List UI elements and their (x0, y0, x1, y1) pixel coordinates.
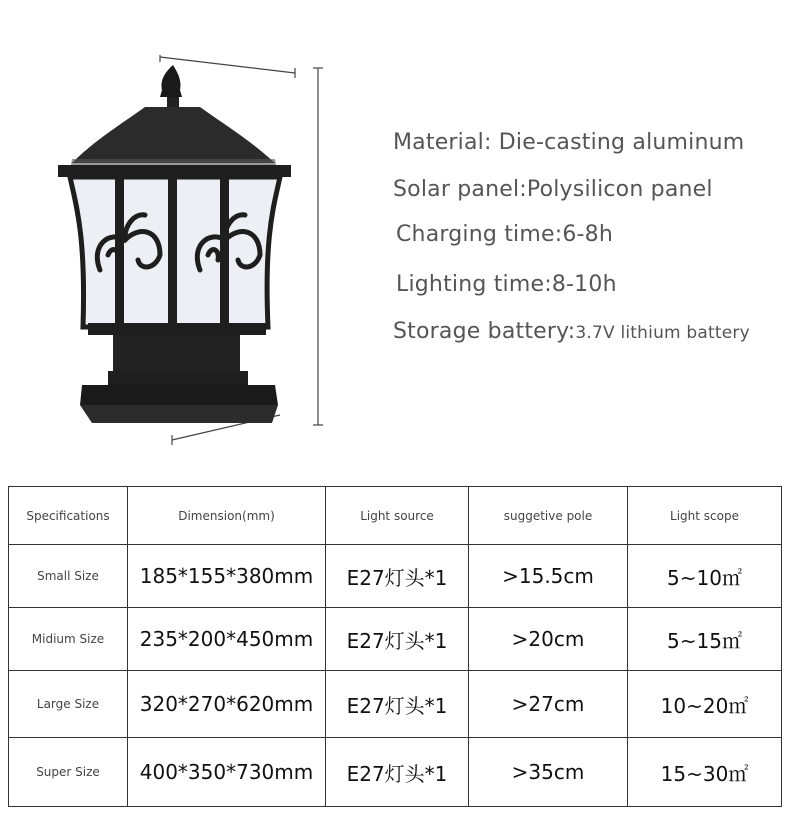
scope-cell: 10~20㎡ (628, 671, 782, 738)
light-source-cell: E27灯头*1 (326, 671, 469, 738)
spec-material (393, 130, 744, 155)
size-spec-table (8, 486, 782, 807)
pole-cell: >20cm (469, 608, 628, 671)
size-name-cell: Midium Size (9, 608, 128, 671)
table-row (9, 671, 782, 738)
size-name-cell: Small Size (9, 545, 128, 608)
table-header: Dimension(mm) (128, 487, 326, 545)
spec-label: Lighting time: (396, 272, 552, 297)
table-header: Light source (326, 487, 469, 545)
pole-cell: >15.5cm (469, 545, 628, 608)
spec-solar-panel (393, 177, 713, 202)
spec-label: Material: (393, 130, 499, 155)
pole-cell: >27cm (469, 671, 628, 738)
dimension-cell: 185*155*380mm (128, 545, 326, 608)
spec-label: Charging time: (396, 222, 563, 247)
table-row (9, 738, 782, 807)
size-name-cell: Large Size (9, 671, 128, 738)
table-header: suggetive pole (469, 487, 628, 545)
spec-value: 8-10h (551, 272, 617, 297)
spec-value: Polysilicon panel (526, 177, 713, 202)
pole-cell: >35cm (469, 738, 628, 807)
scope-cell: 5~10㎡ (628, 545, 782, 608)
table-row (9, 608, 782, 671)
spec-charging-time (396, 222, 613, 247)
spec-value: 3.7V lithium battery (575, 323, 750, 343)
scope-cell: 5~15㎡ (628, 608, 782, 671)
size-name-cell: Super Size (9, 738, 128, 807)
table-row (9, 545, 782, 608)
spec-label: Solar panel: (393, 177, 527, 202)
dimension-cell: 320*270*620mm (128, 671, 326, 738)
table-header-row (9, 487, 782, 545)
table-header: Light scope (628, 487, 782, 545)
scope-cell: 15~30㎡ (628, 738, 782, 807)
light-source-cell: E27灯头*1 (326, 545, 469, 608)
light-source-cell: E27灯头*1 (326, 738, 469, 807)
table-header: Specifications (9, 487, 128, 545)
spec-value: Die-casting aluminum (498, 130, 745, 155)
product-image (50, 55, 340, 450)
spec-label: Storage battery: (393, 319, 576, 344)
spec-storage-battery (393, 319, 750, 344)
dimension-cell: 400*350*730mm (128, 738, 326, 807)
spec-value: 6-8h (562, 222, 614, 247)
spec-lighting-time (396, 272, 617, 297)
dimension-cell: 235*200*450mm (128, 608, 326, 671)
light-source-cell: E27灯头*1 (326, 608, 469, 671)
